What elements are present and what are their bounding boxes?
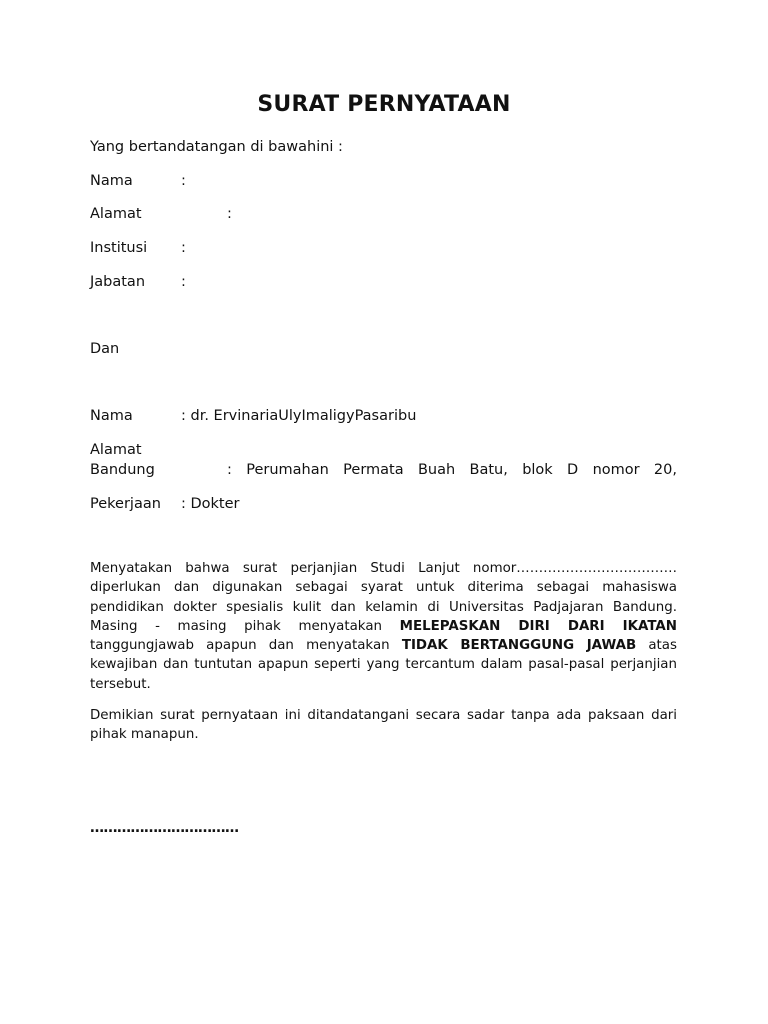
party2-pekerjaan-value: : Dokter [181, 496, 240, 512]
party2-alamat-label: Alamat [90, 442, 142, 458]
intro-text: Yang bertandatangan di bawahini : [90, 139, 343, 155]
party1-jabatan-row [90, 272, 186, 292]
party1-nama-colon: : [181, 173, 186, 189]
party1-jabatan-colon: : [181, 274, 186, 290]
party1-institusi-row [90, 238, 186, 258]
party1-institusi-colon: : [181, 240, 186, 256]
signature-line: …………………………… [90, 820, 239, 836]
closing-paragraph: Demikian surat pernyataan ini ditandatangani secara sadar tanpa ada paksaan dari pihak manapun. [90, 708, 677, 743]
party1-alamat-label: Alamat [90, 206, 142, 222]
party1-nama-label: Nama [90, 173, 133, 189]
statement-bold-release: MELEPASKAN DIRI DARI IKATAN [399, 618, 677, 634]
document-title: SURAT PERNYATAAN [257, 92, 511, 117]
party1-nama-row [90, 171, 186, 191]
party1-alamat-row [90, 204, 232, 224]
party2-nama-value: : dr. ErvinariaUlyImaligyPasaribu [181, 408, 417, 424]
party2-alamat-value-line2: Bandung [90, 462, 155, 478]
party2-nama-label: Nama [90, 408, 133, 424]
separator-text: Dan [90, 341, 120, 357]
statement-bold-not-responsible: TIDAK BERTANGGUNG JAWAB [401, 638, 637, 654]
statement-text-part3: atas kewajiban dan tuntutan apapun seperti yang tercantum dalam pasal-pasal perjanjian tersebut. [90, 638, 677, 692]
statement-text-part2: tanggungjawab apapun dan menyatakan [90, 638, 402, 654]
party2-pekerjaan-row [90, 494, 240, 514]
party2-pekerjaan-label: Pekerjaan [90, 496, 161, 512]
party1-institusi-label: Institusi [90, 240, 148, 256]
statement-paragraph [90, 559, 677, 694]
party2-alamat-value-line1: : Perumahan Permata Buah Batu, blok D nomor 20, [227, 462, 677, 478]
party1-jabatan-label: Jabatan [90, 274, 146, 290]
party1-alamat-colon: : [227, 206, 232, 222]
party2-nama-row [90, 406, 417, 426]
statement-text-part1: Menyatakan bahwa surat perjanjian Studi Lanjut nomor……………………………… diperlukan dan digunakan sebagai syarat untuk diterima sebagai mahasiswa pendidikan dokter spesialis kulit dan kelamin di Universitas Padjajaran Bandung. Masing - masing pihak menyatakan [90, 561, 677, 634]
